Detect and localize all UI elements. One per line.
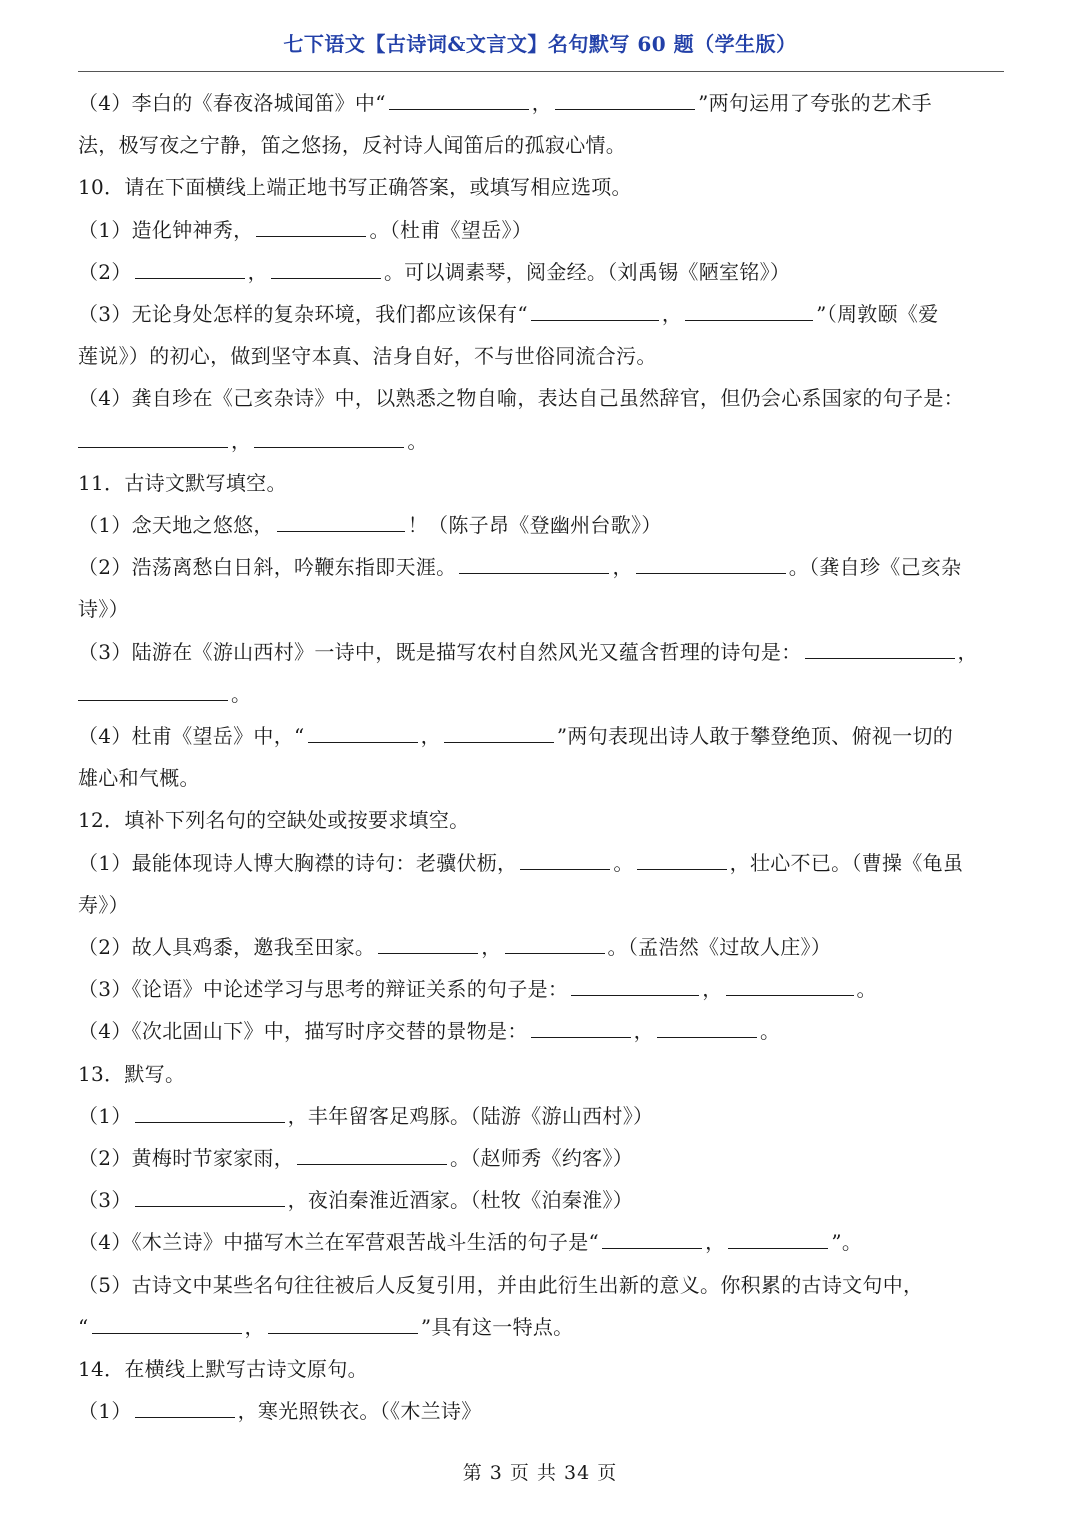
text-segment: （3）无论身处怎样的复杂环境，我们都应该保有“: [78, 302, 528, 327]
answer-blank[interactable]: [505, 952, 605, 954]
question-line: [78, 926, 1004, 968]
answer-blank[interactable]: [268, 1332, 418, 1334]
text-segment: ，夜泊秦淮近酒家。（杜牧《泊秦淮》）: [287, 1188, 634, 1213]
text-segment: （5）古诗文中某些名句往往被后人反复引用，并由此衍生出新的意义。你积累的古诗文句中，: [78, 1272, 924, 1297]
answer-blank[interactable]: [728, 1247, 828, 1249]
text-segment: 雄心和气概。: [78, 766, 200, 791]
answer-blank[interactable]: [531, 319, 659, 321]
question-line: [78, 842, 1004, 884]
answer-blank[interactable]: [805, 657, 955, 659]
answer-blank[interactable]: [277, 530, 405, 532]
question-line: [78, 251, 1004, 293]
text-segment: （4）《木兰诗》中描写木兰在军营艰苦战斗生活的句子是“: [78, 1230, 600, 1255]
text-segment: ，: [420, 724, 441, 749]
text-segment: 。: [407, 428, 428, 453]
question-line: [78, 124, 1004, 166]
question-line: [78, 420, 1004, 462]
text-segment: ，: [661, 302, 683, 327]
text-segment: ，丰年留客足鸡豚。（陆游《游山西村》）: [287, 1103, 654, 1128]
text-segment: （4）龚自珍在《己亥杂诗》中，以熟悉之物自喻，表达自己虽然辞官，但仍会心系国家的句子是：: [78, 386, 964, 411]
answer-blank[interactable]: [520, 868, 610, 870]
text-segment: 10．请在下面横线上端正地书写正确答案，或填写相应选项。: [78, 175, 632, 200]
text-segment: ，: [633, 1019, 654, 1044]
text-segment: ”具有这一特点。: [420, 1314, 574, 1339]
text-segment: （2）: [78, 259, 132, 284]
page-header-title: 七下语文【古诗词&文言文】名句默写 60 题（学生版）: [283, 32, 797, 56]
answer-blank[interactable]: [555, 108, 695, 110]
answer-blank[interactable]: [531, 1036, 631, 1038]
text-segment: 12．填补下列名句的空缺处或按要求填空。: [78, 808, 470, 833]
text-segment: 14．在横线上默写古诗文原句。: [78, 1357, 368, 1382]
question-line: [78, 968, 1004, 1010]
text-segment: 。（杜甫《望岳》）: [369, 217, 533, 242]
question-line: [78, 546, 1004, 588]
answer-blank[interactable]: [308, 741, 418, 743]
text-segment: 。: [759, 1019, 781, 1044]
answer-blank[interactable]: [135, 1416, 235, 1418]
answer-blank[interactable]: [297, 1163, 447, 1165]
question-heading: [78, 462, 1004, 504]
question-heading: [78, 799, 1004, 841]
question-line: [78, 504, 1004, 546]
text-segment: ！（陈子昂《登幽州台歌》）: [407, 513, 662, 538]
answer-blank[interactable]: [657, 1036, 757, 1038]
text-segment: 诗》）: [78, 597, 129, 622]
answer-blank[interactable]: [78, 699, 228, 701]
question-content: [78, 82, 1004, 1433]
question-line: [78, 673, 1004, 715]
question-heading: [78, 1053, 1004, 1095]
question-line: [78, 1390, 1004, 1432]
page-number: 第 3 页 共 34 页: [462, 1462, 618, 1484]
answer-blank[interactable]: [602, 1247, 702, 1249]
answer-blank[interactable]: [135, 1121, 285, 1123]
text-segment: ，壮心不已。（曹操《龟虽: [729, 850, 964, 875]
answer-blank[interactable]: [135, 1205, 285, 1207]
text-segment: （2）故人具鸡黍，邀我至田家。: [78, 935, 376, 960]
answer-blank[interactable]: [271, 277, 381, 279]
question-heading: [78, 166, 1004, 208]
text-segment: ，: [247, 259, 268, 284]
text-segment: 11．古诗文默写填空。: [78, 470, 287, 495]
answer-blank[interactable]: [78, 446, 228, 448]
text-segment: 。: [856, 977, 877, 1002]
answer-blank[interactable]: [571, 994, 699, 996]
question-line: [78, 631, 1004, 673]
text-segment: （2）浩荡离愁白日斜，吟鞭东指即天涯。: [78, 555, 457, 580]
text-segment: ，: [481, 935, 502, 960]
text-segment: （1）: [78, 1103, 132, 1128]
answer-blank[interactable]: [389, 108, 529, 110]
answer-blank[interactable]: [685, 319, 813, 321]
text-segment: ，: [957, 639, 978, 664]
question-line: [78, 588, 1004, 630]
question-line: [78, 377, 1004, 419]
question-line: [78, 209, 1004, 251]
text-segment: ”两句运用了夸张的艺术手: [698, 91, 932, 115]
answer-blank[interactable]: [444, 741, 554, 743]
answer-blank[interactable]: [135, 277, 245, 279]
question-line: [78, 335, 1004, 377]
text-segment: （1）最能体现诗人博大胸襟的诗句：老骥伏枥，: [78, 850, 518, 875]
header-divider: [78, 71, 1004, 72]
answer-blank[interactable]: [378, 952, 478, 954]
question-line: [78, 1137, 1004, 1179]
text-segment: ，: [612, 555, 633, 580]
question-line: [78, 293, 1004, 335]
text-segment: ，: [244, 1314, 265, 1339]
question-line: [78, 1179, 1004, 1221]
answer-blank[interactable]: [637, 868, 727, 870]
text-segment: ，: [231, 428, 252, 453]
text-segment: （3）陆游在《游山西村》一诗中，既是描写农村自然风光又蕴含哲理的诗句是：: [78, 639, 802, 664]
text-segment: （4）李白的《春夜洛城闻笛》中“: [78, 91, 386, 115]
text-segment: （4）杜甫《望岳》中，“: [78, 724, 305, 749]
text-segment: 。: [231, 681, 252, 706]
text-segment: ，: [702, 977, 723, 1002]
question-line: [78, 715, 1004, 757]
text-segment: （2）黄梅时节家家雨，: [78, 1146, 295, 1171]
text-segment: （1）念天地之悠悠，: [78, 513, 274, 538]
question-line: [78, 1010, 1004, 1052]
text-segment: 法，极写夜之宁静，笛之悠扬，反衬诗人闻笛后的孤寂心情。: [78, 133, 627, 158]
text-segment: 莲说》）的初心，做到坚守本真、洁身自好，不与世俗同流合污。: [78, 344, 657, 369]
text-segment: 。: [613, 850, 634, 875]
text-segment: 。（孟浩然《过故人庄》）: [607, 935, 832, 960]
text-segment: 寿》）: [78, 892, 129, 917]
text-segment: 。（赵师秀《约客》）: [450, 1146, 634, 1171]
text-segment: ”（周敦颐《爱: [816, 302, 939, 327]
question-line: [78, 757, 1004, 799]
question-line: [78, 1306, 1004, 1348]
answer-blank[interactable]: [726, 994, 854, 996]
question-line: [78, 1221, 1004, 1263]
answer-blank[interactable]: [92, 1332, 242, 1334]
question-line: [78, 82, 1004, 124]
answer-blank[interactable]: [256, 235, 366, 237]
answer-blank[interactable]: [459, 572, 609, 574]
text-segment: 。可以调素琴，阅金经。（刘禹锡《陋室铭》）: [383, 259, 791, 284]
answer-blank[interactable]: [636, 572, 786, 574]
text-segment: “: [78, 1314, 89, 1339]
text-segment: （1）: [78, 1399, 132, 1424]
text-segment: （1）造化钟神秀，: [78, 217, 254, 242]
text-segment: 。（龚自珍《己亥杂: [788, 555, 962, 580]
question-heading: [78, 1348, 1004, 1390]
question-line: [78, 884, 1004, 926]
answer-blank[interactable]: [254, 446, 404, 448]
text-segment: ，: [531, 91, 553, 115]
question-line: [78, 1264, 1004, 1306]
text-segment: ，: [705, 1230, 726, 1255]
question-line: [78, 1095, 1004, 1137]
text-segment: （3）: [78, 1188, 132, 1213]
text-segment: （3）《论语》中论述学习与思考的辩证关系的句子是：: [78, 977, 569, 1002]
text-segment: （4）《次北固山下》中，描写时序交替的景物是：: [78, 1019, 528, 1044]
text-segment: ”两句表现出诗人敢于攀登绝顶、俯视一切的: [556, 724, 954, 749]
text-segment: 13．默写。: [78, 1061, 186, 1086]
text-segment: ，寒光照铁衣。（《木兰诗》: [237, 1399, 482, 1424]
text-segment: ”。: [831, 1230, 863, 1255]
